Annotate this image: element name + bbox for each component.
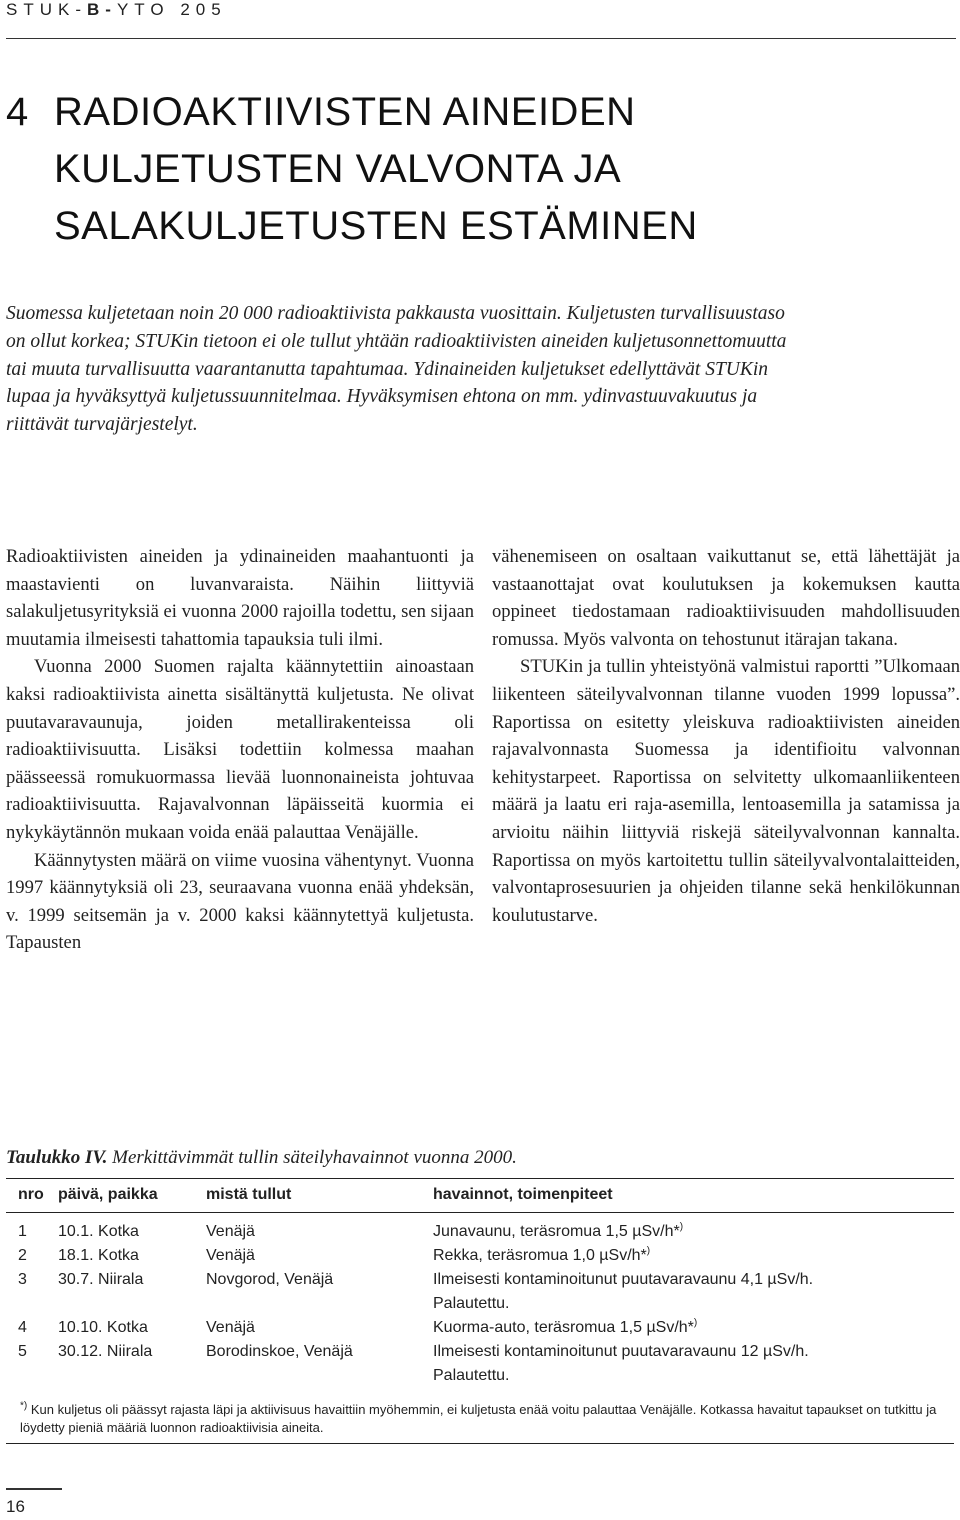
cell-date-place: 30.7. Niirala (58, 1271, 144, 1288)
cell-findings: Rekka, teräsromua 1,0 µSv/h*) (433, 1245, 651, 1264)
body-paragraph: vähenemiseen on osaltaan vaikuttanut se, että lähettäjät ja vastaanottajat ovat koulutuksen ja kokemuksen kautta oppineet tiedostamaan radioaktiivisuuden mahdollisuuden romussa. Myös valvonta on tehostunut itärajan takana. (492, 546, 960, 650)
caption-text: Merkittävimmät tullin säteilyhavainnot vuonna 2000. (112, 1147, 517, 1168)
table-row (6, 1319, 954, 1343)
body-paragraph: STUKin ja tullin yhteistyönä valmistui raportti ”Ulkomaan liikenteen säteilyvalvonnan tilanne vuoden 1999 lopussa”. Raportissa on esitetty yleiskuva radioaktiivisten aineiden rajavalvonnasta Suomessa ja identifioitu valvonnan kehitystarpeet. Raportissa on selvitetty ulkomaanliikenteen määrä ja laatu eri raja-asemilla, lentoasemilla ja satamissa ja arvioitu näihin liittyviä riskejä säteilyvalvonnan kannalta. Raportissa on myös kartoitettu tullin säteilyvalvontalaitteiden, valvontaprosesuurien ja ohjeiden tilanne sekä henkilökunnan koulutustarve. (492, 656, 960, 926)
lead-paragraph: Suomessa kuljetetaan noin 20 000 radioaktiivista pakkausta vuosittain. Kuljetusten turvallisuustaso on ollut korkea; STUKin tietoon ei ole tullut yhtään radioaktiivisten aineiden kuljetusonnettomuutta tai muuta turvallisuutta vaarantanutta tapahtumaa. Ydinaineiden kuljetukset edellyttävät STUKin lupaa ja hyväksyttyä kuljetussuunnitelmaa. Hyväksymisen ehtona on mm. ydinvastuuvakuutus ja riittävät turvajärjestelyt. (6, 303, 787, 436)
header-prefix: STUK- (6, 0, 87, 19)
footnote-mark: *) (20, 1400, 28, 1412)
title-line-2: KULJETUSTEN VALVONTA JA (54, 147, 622, 191)
title-line-1: 4 RADIOAKTIIVISTEN AINEIDEN (6, 84, 698, 141)
cell-origin: Venäjä (206, 1247, 255, 1264)
footnote-text: Kun kuljetus oli päässyt rajasta läpi ja aktiivisuus havaittiin myöhemmin, ei kuljetusta enää voitu palauttaa Venäjälle. Kotkassa havaitut tapaukset on tutkittu ja löydetty pieniä määriä luonnon radioaktiivisia aineita. (20, 1402, 937, 1435)
table-caption (6, 1147, 517, 1169)
table-row (6, 1271, 954, 1312)
radiation-findings-table (6, 1178, 954, 1444)
chapter-number: 4 (6, 90, 29, 134)
cell-origin: Borodinskoe, Venäjä (206, 1343, 353, 1360)
cell-nro: 1 (18, 1223, 27, 1240)
cell-date-place: 18.1. Kotka (58, 1247, 139, 1264)
header-suffix: YTO 205 (116, 0, 227, 19)
cell-date-place: 10.10. Kotka (58, 1319, 148, 1336)
cell-nro: 4 (18, 1319, 27, 1336)
body-paragraph: Radioaktiivisten aineiden ja ydinaineiden maahantuonti ja maastavienti on luvanvaraista. Näihin liittyviä salakuljetusyrityksiä ei vuonna 2000 rajoilla todettu, sen sijaan muutamia ilmeisesti tahattomia tapauksia tuli ilmi. (6, 546, 474, 650)
cell-findings-cont: Palautettu. (433, 1295, 510, 1312)
header-rule (6, 38, 956, 39)
cell-findings: Kuorma-auto, teräsromua 1,5 µSv/h*) (433, 1317, 698, 1336)
table-row (6, 1247, 954, 1271)
body-paragraph: Vuonna 2000 Suomen rajalta käännytettiin ainoastaan kaksi radioaktiivista ainetta sisältänyttä kuljetusta. Ne olivat puutavaravaunuja, joiden metallirakenteissa oli radioaktiivisuutta. Lisäksi todettiin kolmessa maahan päässeessä romukuormassa lievää luonnonaineista johtuvaa radioaktiivisuutta. Rajavalvonnan läpäisseitä kuormia ei nykykäytännön mukaan voida enää palauttaa Venäjälle. (6, 656, 474, 843)
body-column-right (492, 543, 960, 929)
cell-origin: Novgorod, Venäjä (206, 1271, 334, 1288)
caption-label: Taulukko IV. (6, 1147, 108, 1168)
cell-nro: 5 (18, 1343, 27, 1360)
cell-origin: Venäjä (206, 1319, 255, 1336)
cell-nro: 3 (18, 1271, 27, 1288)
header-nro: nro (18, 1186, 44, 1203)
header-origin: mistä tullut (206, 1186, 292, 1203)
header-findings: havainnot, toimenpiteet (433, 1186, 613, 1203)
header-bold: B- (87, 0, 117, 19)
cell-nro: 2 (18, 1247, 27, 1264)
cell-findings: Junavaunu, teräsromua 1,5 µSv/h*) (433, 1221, 684, 1240)
cell-date-place: 10.1. Kotka (58, 1223, 139, 1240)
cell-findings-cont: Palautettu. (433, 1367, 510, 1384)
table-row (6, 1223, 954, 1247)
chapter-title (6, 84, 698, 255)
cell-findings: Ilmeisesti kontaminoitunut puutavaravaunu 12 µSv/h. (433, 1343, 809, 1360)
title-line-3: SALAKULJETUSTEN ESTÄMINEN (54, 204, 698, 248)
body-column-left (6, 543, 474, 957)
table-header-row (6, 1186, 954, 1206)
header-date-place: päivä, paikka (58, 1186, 158, 1203)
cell-findings: Ilmeisesti kontaminoitunut puutavaravaunu 4,1 µSv/h. (433, 1271, 814, 1288)
cell-date-place: 30.12. Niirala (58, 1343, 153, 1360)
table-footnote (20, 1401, 940, 1437)
body-paragraph: Käännytysten määrä on viime vuosina vähentynyt. Vuonna 1997 käännytyksiä oli 23, seuraavana vuonna enää yhdeksän, v. 1999 seitsemän ja v. 2000 kaksi käännytettyä kuljetusta. Tapausten (6, 849, 474, 954)
table-row (6, 1343, 954, 1384)
running-header (6, 0, 227, 20)
header-rule (6, 1212, 954, 1213)
cell-origin: Venäjä (206, 1223, 255, 1240)
page-number-rule (6, 1488, 62, 1490)
page-number: 16 (6, 1497, 25, 1516)
